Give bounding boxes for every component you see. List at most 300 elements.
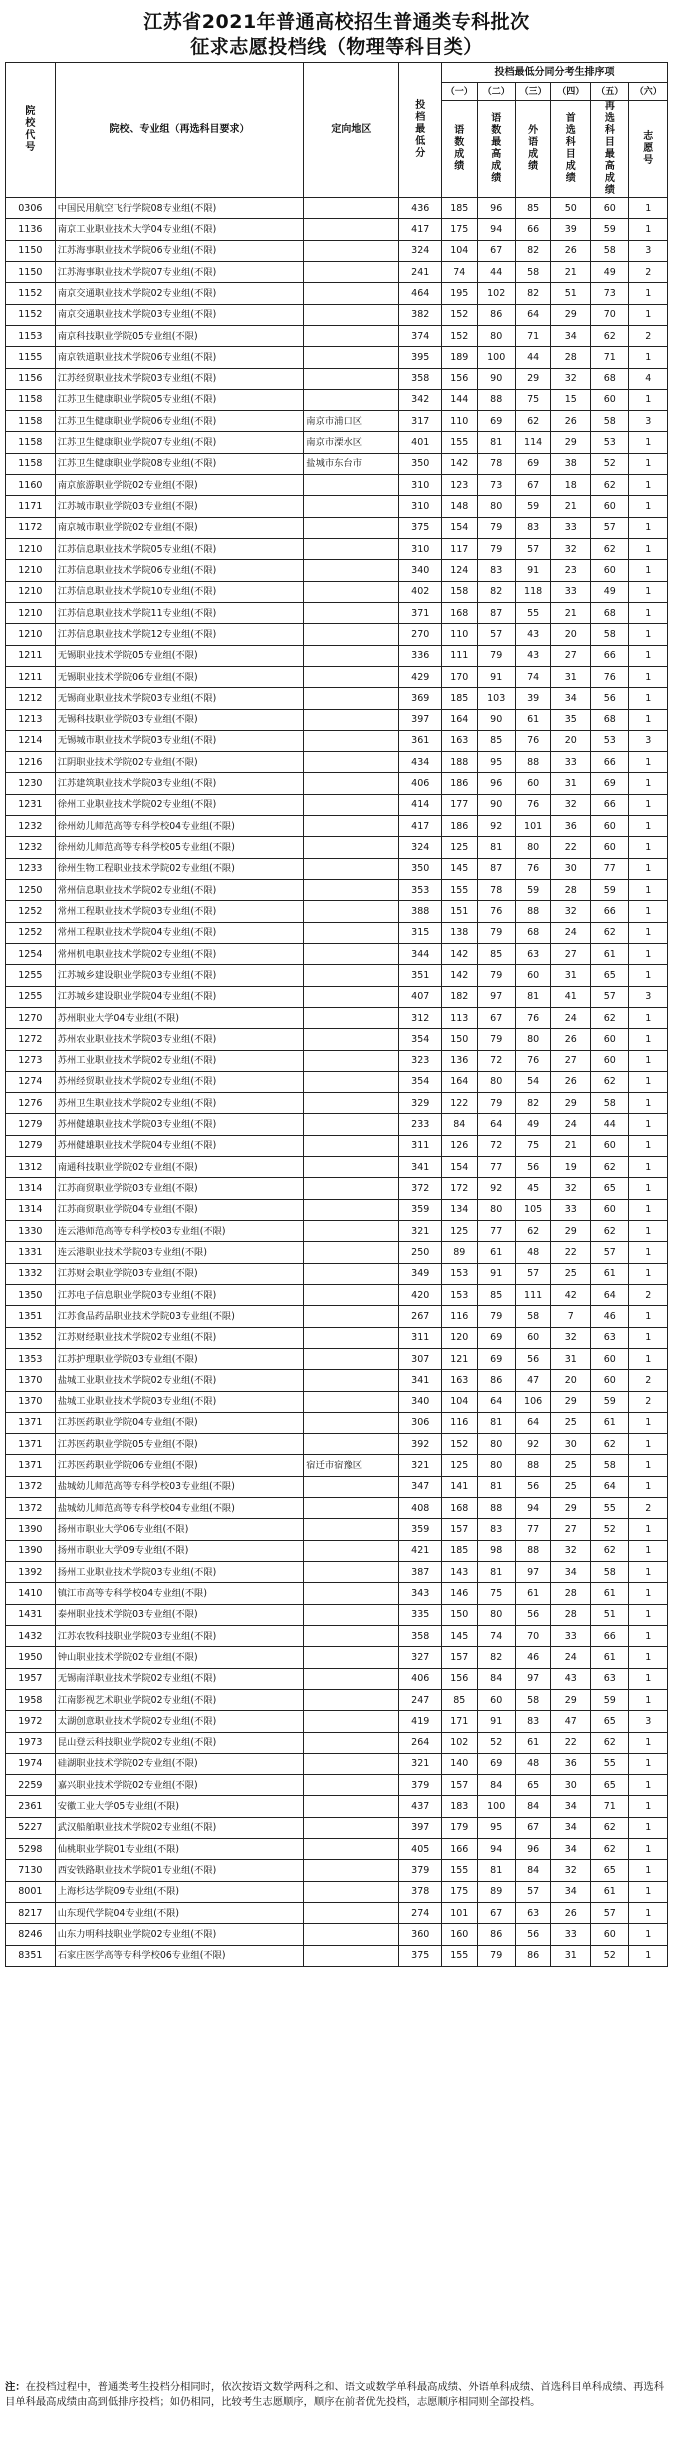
cell-score-2: 95	[477, 1817, 515, 1838]
cell-score-3: 82	[515, 240, 551, 261]
cell-score-6: 1	[629, 1071, 668, 1092]
cell-score-4: 21	[551, 602, 591, 623]
cell-score-2: 82	[477, 1647, 515, 1668]
cell-score-1: 175	[442, 1881, 478, 1902]
cell-score-5: 62	[591, 1434, 629, 1455]
cell-min-score: 387	[399, 1562, 442, 1583]
cell-school: 苏州健雄职业技术学院03专业组(不限)	[55, 1114, 304, 1135]
cell-region	[304, 1242, 399, 1263]
cell-min-score: 347	[399, 1476, 442, 1497]
cell-score-3: 43	[515, 645, 551, 666]
table-row	[6, 901, 668, 922]
cell-code: 1212	[6, 688, 56, 709]
cell-score-4: 24	[551, 922, 591, 943]
header-code: 院校代号	[6, 63, 56, 198]
header-tiebreak-group: 投档最低分同分考生排序项	[442, 63, 668, 83]
cell-score-5: 46	[591, 1306, 629, 1327]
cell-score-1: 188	[442, 752, 478, 773]
cell-score-1: 120	[442, 1327, 478, 1348]
cell-score-6: 3	[629, 1711, 668, 1732]
cell-score-6: 1	[629, 283, 668, 304]
cell-score-3: 76	[515, 730, 551, 751]
table-row	[6, 624, 668, 645]
cell-score-4: 32	[551, 1860, 591, 1881]
cell-score-2: 74	[477, 1625, 515, 1646]
table-row	[6, 1540, 668, 1561]
cell-score-6: 1	[629, 1135, 668, 1156]
cell-score-4: 26	[551, 240, 591, 261]
cell-min-score: 343	[399, 1583, 442, 1604]
cell-score-3: 62	[515, 1221, 551, 1242]
cell-code: 1213	[6, 709, 56, 730]
cell-score-5: 60	[591, 1199, 629, 1220]
cell-score-6: 1	[629, 1604, 668, 1625]
cell-min-score: 372	[399, 1178, 442, 1199]
cell-code: 1252	[6, 901, 56, 922]
cell-score-5: 62	[591, 1817, 629, 1838]
cell-score-4: 34	[551, 1817, 591, 1838]
table-row	[6, 1391, 668, 1412]
cell-region	[304, 1412, 399, 1433]
cell-score-1: 121	[442, 1348, 478, 1369]
cell-school: 盐城工业职业技术学院03专业组(不限)	[55, 1391, 304, 1412]
table-row	[6, 730, 668, 751]
cell-score-3: 63	[515, 1903, 551, 1924]
cell-score-3: 61	[515, 709, 551, 730]
cell-score-1: 116	[442, 1306, 478, 1327]
cell-score-3: 80	[515, 1029, 551, 1050]
cell-score-5: 62	[591, 1221, 629, 1242]
table-row	[6, 837, 668, 858]
cell-score-2: 87	[477, 602, 515, 623]
cell-score-6: 1	[629, 1903, 668, 1924]
cell-score-2: 87	[477, 858, 515, 879]
cell-code: 5298	[6, 1839, 56, 1860]
cell-score-4: 30	[551, 1434, 591, 1455]
cell-code: 1371	[6, 1412, 56, 1433]
cell-score-6: 1	[629, 880, 668, 901]
cell-school: 徐州工业职业技术学院02专业组(不限)	[55, 794, 304, 815]
cell-score-2: 90	[477, 794, 515, 815]
cell-score-5: 60	[591, 1135, 629, 1156]
cell-score-4: 24	[551, 1647, 591, 1668]
cell-score-4: 32	[551, 901, 591, 922]
cell-score-6: 1	[629, 1050, 668, 1071]
cell-score-6: 1	[629, 773, 668, 794]
cell-score-6: 1	[629, 1775, 668, 1796]
cell-min-score: 379	[399, 1775, 442, 1796]
cell-score-5: 65	[591, 1860, 629, 1881]
table-row	[6, 1476, 668, 1497]
cell-score-3: 64	[515, 1412, 551, 1433]
cell-score-4: 32	[551, 368, 591, 389]
cell-score-4: 28	[551, 347, 591, 368]
cell-min-score: 340	[399, 560, 442, 581]
cell-score-6: 1	[629, 858, 668, 879]
cell-min-score: 395	[399, 347, 442, 368]
cell-school: 扬州市职业大学09专业组(不限)	[55, 1540, 304, 1561]
cell-score-5: 66	[591, 1625, 629, 1646]
cell-score-6: 1	[629, 453, 668, 474]
cell-school: 嘉兴职业技术学院02专业组(不限)	[55, 1775, 304, 1796]
cell-score-4: 33	[551, 1199, 591, 1220]
cell-school: 昆山登云科技职业学院02专业组(不限)	[55, 1732, 304, 1753]
cell-score-5: 60	[591, 1924, 629, 1945]
table-row	[6, 1455, 668, 1476]
cell-score-1: 164	[442, 1071, 478, 1092]
cell-region	[304, 965, 399, 986]
cell-score-6: 1	[629, 1647, 668, 1668]
cell-score-5: 57	[591, 1242, 629, 1263]
cell-school: 江苏医药职业学院06专业组(不限)	[55, 1455, 304, 1476]
cell-score-5: 65	[591, 1178, 629, 1199]
cell-score-5: 59	[591, 1689, 629, 1710]
cell-score-5: 52	[591, 1945, 629, 1966]
footnote-text: 在投档过程中，普通类考生投档分相同时，依次按语文数学两科之和、语文或数学单科最高成绩、外语单科成绩、首选科目单科成绩、再选科目单科最高成绩由高到低排序投档；如仍相同，比较考生志愿顺序，顺序在前者优先投档，志愿顺序相同则全部投档。	[5, 2381, 664, 2408]
cell-score-3: 61	[515, 1732, 551, 1753]
cell-code: 8001	[6, 1881, 56, 1902]
cell-score-4: 31	[551, 965, 591, 986]
cell-score-1: 153	[442, 1284, 478, 1305]
cell-score-1: 175	[442, 219, 478, 240]
cell-score-2: 79	[477, 1093, 515, 1114]
cell-score-6: 1	[629, 752, 668, 773]
cell-code: 1350	[6, 1284, 56, 1305]
cell-score-3: 49	[515, 1114, 551, 1135]
cell-score-3: 29	[515, 368, 551, 389]
cell-code: 2361	[6, 1796, 56, 1817]
table-row	[6, 1327, 668, 1348]
cell-score-4: 33	[551, 752, 591, 773]
cell-code: 2259	[6, 1775, 56, 1796]
cell-min-score: 351	[399, 965, 442, 986]
table-row	[6, 1029, 668, 1050]
cell-score-3: 91	[515, 560, 551, 581]
cell-code: 1353	[6, 1348, 56, 1369]
cell-score-6: 1	[629, 645, 668, 666]
table-row	[6, 475, 668, 496]
cell-score-2: 85	[477, 730, 515, 751]
cell-code: 1432	[6, 1625, 56, 1646]
cell-score-4: 29	[551, 1391, 591, 1412]
table-row	[6, 922, 668, 943]
cell-score-1: 122	[442, 1093, 478, 1114]
cell-min-score: 349	[399, 1263, 442, 1284]
table-row	[6, 1434, 668, 1455]
cell-score-4: 32	[551, 794, 591, 815]
table-row	[6, 1860, 668, 1881]
cell-code: 1279	[6, 1135, 56, 1156]
cell-score-5: 71	[591, 1796, 629, 1817]
cell-code: 1314	[6, 1199, 56, 1220]
cell-school: 南通科技职业学院02专业组(不限)	[55, 1157, 304, 1178]
cell-score-3: 88	[515, 752, 551, 773]
cell-score-2: 78	[477, 453, 515, 474]
cell-score-5: 55	[591, 1753, 629, 1774]
cell-min-score: 354	[399, 1029, 442, 1050]
cell-min-score: 378	[399, 1881, 442, 1902]
cell-score-6: 1	[629, 1519, 668, 1540]
cell-score-2: 81	[477, 1562, 515, 1583]
cell-score-4: 26	[551, 1903, 591, 1924]
table-row	[6, 1881, 668, 1902]
table-row	[6, 1583, 668, 1604]
cell-score-4: 19	[551, 1157, 591, 1178]
cell-min-score: 402	[399, 581, 442, 602]
cell-score-6: 1	[629, 901, 668, 922]
cell-score-2: 67	[477, 1903, 515, 1924]
cell-score-1: 104	[442, 1391, 478, 1412]
cell-school: 江苏城市职业学院03专业组(不限)	[55, 496, 304, 517]
cell-score-4: 22	[551, 837, 591, 858]
cell-score-4: 36	[551, 1753, 591, 1774]
cell-code: 1210	[6, 602, 56, 623]
cell-region	[304, 688, 399, 709]
cell-score-5: 60	[591, 560, 629, 581]
cell-score-1: 142	[442, 453, 478, 474]
cell-code: 1332	[6, 1263, 56, 1284]
header-region: 定向地区	[304, 63, 399, 198]
cell-min-score: 344	[399, 943, 442, 964]
cell-min-score: 369	[399, 688, 442, 709]
cell-min-score: 335	[399, 1604, 442, 1625]
cell-score-2: 69	[477, 411, 515, 432]
cell-min-score: 437	[399, 1796, 442, 1817]
cell-min-score: 329	[399, 1093, 442, 1114]
cell-region	[304, 347, 399, 368]
cell-school: 武汉船舶职业技术学院02专业组(不限)	[55, 1817, 304, 1838]
cell-score-4: 28	[551, 1604, 591, 1625]
cell-min-score: 414	[399, 794, 442, 815]
cell-score-5: 66	[591, 752, 629, 773]
cell-score-4: 29	[551, 1498, 591, 1519]
cell-min-score: 310	[399, 496, 442, 517]
cell-score-1: 179	[442, 1817, 478, 1838]
cell-score-6: 1	[629, 1306, 668, 1327]
cell-min-score: 270	[399, 624, 442, 645]
cell-score-5: 58	[591, 240, 629, 261]
cell-score-1: 117	[442, 539, 478, 560]
cell-min-score: 405	[399, 1839, 442, 1860]
table-row	[6, 943, 668, 964]
cell-score-5: 58	[591, 411, 629, 432]
cell-code: 5227	[6, 1817, 56, 1838]
cell-region	[304, 1263, 399, 1284]
cell-code: 1371	[6, 1434, 56, 1455]
table-row	[6, 219, 668, 240]
cell-score-6: 1	[629, 1263, 668, 1284]
cell-score-3: 76	[515, 1050, 551, 1071]
cell-score-5: 60	[591, 1029, 629, 1050]
table-row	[6, 368, 668, 389]
cell-score-6: 1	[629, 666, 668, 687]
cell-score-3: 67	[515, 475, 551, 496]
cell-score-2: 103	[477, 688, 515, 709]
table-row	[6, 1625, 668, 1646]
cell-code: 1312	[6, 1157, 56, 1178]
cell-region	[304, 1029, 399, 1050]
cell-score-5: 61	[591, 1412, 629, 1433]
cell-min-score: 324	[399, 240, 442, 261]
cell-score-3: 58	[515, 261, 551, 282]
cell-region	[304, 325, 399, 346]
cell-min-score: 374	[399, 325, 442, 346]
cell-score-2: 79	[477, 922, 515, 943]
cell-score-3: 80	[515, 837, 551, 858]
cell-score-3: 83	[515, 517, 551, 538]
cell-min-score: 406	[399, 1668, 442, 1689]
cell-score-2: 44	[477, 261, 515, 282]
cell-score-2: 80	[477, 496, 515, 517]
table-row	[6, 283, 668, 304]
cell-score-4: 38	[551, 453, 591, 474]
cell-score-4: 43	[551, 1668, 591, 1689]
footnote	[5, 2380, 665, 2410]
cell-region	[304, 283, 399, 304]
cell-region	[304, 240, 399, 261]
title-line-2: 征求志愿投档线（物理等科目类）	[190, 36, 483, 58]
header-sub-label: 再选科目最高成绩	[591, 101, 629, 198]
table-row	[6, 666, 668, 687]
table-row	[6, 1007, 668, 1028]
cell-score-4: 28	[551, 1583, 591, 1604]
cell-score-3: 88	[515, 901, 551, 922]
cell-region	[304, 304, 399, 325]
table-row	[6, 1221, 668, 1242]
cell-school: 南京铁道职业技术学院06专业组(不限)	[55, 347, 304, 368]
cell-region	[304, 581, 399, 602]
cell-school: 无锡南洋职业技术学院02专业组(不限)	[55, 1668, 304, 1689]
cell-score-2: 61	[477, 1242, 515, 1263]
cell-score-6: 1	[629, 1007, 668, 1028]
table-row	[6, 1711, 668, 1732]
cell-code: 1156	[6, 368, 56, 389]
cell-score-6: 1	[629, 1945, 668, 1966]
table-row	[6, 1732, 668, 1753]
cell-region	[304, 1540, 399, 1561]
cell-score-2: 69	[477, 1348, 515, 1369]
cell-region	[304, 219, 399, 240]
cell-code: 1958	[6, 1689, 56, 1710]
cell-score-1: 143	[442, 1562, 478, 1583]
cell-region: 南京市溧水区	[304, 432, 399, 453]
cell-score-6: 1	[629, 304, 668, 325]
cell-school: 江苏商贸职业学院04专业组(不限)	[55, 1199, 304, 1220]
cell-score-4: 31	[551, 1348, 591, 1369]
cell-score-2: 81	[477, 1412, 515, 1433]
table-row	[6, 1775, 668, 1796]
cell-score-3: 65	[515, 1775, 551, 1796]
cell-score-1: 142	[442, 965, 478, 986]
cell-score-4: 33	[551, 1924, 591, 1945]
cell-school: 中国民用航空飞行学院08专业组(不限)	[55, 198, 304, 219]
cell-score-3: 57	[515, 1263, 551, 1284]
table-row	[6, 1199, 668, 1220]
cell-score-3: 43	[515, 624, 551, 645]
cell-region	[304, 198, 399, 219]
header-sub-number: （三）	[515, 83, 551, 101]
cell-min-score: 419	[399, 1711, 442, 1732]
cell-score-4: 29	[551, 1689, 591, 1710]
header-sub-label: 语数最高成绩	[477, 101, 515, 198]
cell-score-3: 97	[515, 1562, 551, 1583]
cell-min-score: 408	[399, 1498, 442, 1519]
cell-score-3: 94	[515, 1498, 551, 1519]
cell-code: 1211	[6, 645, 56, 666]
cell-score-6: 3	[629, 986, 668, 1007]
cell-school: 苏州职业大学04专业组(不限)	[55, 1007, 304, 1028]
table-row	[6, 261, 668, 282]
cell-score-4: 32	[551, 1540, 591, 1561]
cell-score-5: 60	[591, 816, 629, 837]
cell-score-6: 1	[629, 219, 668, 240]
cell-score-3: 105	[515, 1199, 551, 1220]
cell-code: 1255	[6, 986, 56, 1007]
cell-score-5: 66	[591, 901, 629, 922]
cell-score-6: 1	[629, 1221, 668, 1242]
cell-school: 徐州生物工程职业技术学院02专业组(不限)	[55, 858, 304, 879]
cell-score-3: 71	[515, 325, 551, 346]
cell-min-score: 274	[399, 1903, 442, 1924]
cell-code: 1974	[6, 1753, 56, 1774]
cell-min-score: 233	[399, 1114, 442, 1135]
cell-score-3: 77	[515, 1519, 551, 1540]
cell-school: 江苏海事职业技术学院06专业组(不限)	[55, 240, 304, 261]
cell-score-2: 94	[477, 219, 515, 240]
cell-min-score: 434	[399, 752, 442, 773]
cell-score-4: 47	[551, 1711, 591, 1732]
cell-score-4: 36	[551, 816, 591, 837]
cell-min-score: 429	[399, 666, 442, 687]
cell-score-4: 7	[551, 1306, 591, 1327]
cell-score-2: 100	[477, 347, 515, 368]
cell-code: 1390	[6, 1519, 56, 1540]
cell-score-2: 82	[477, 581, 515, 602]
cell-school: 江苏卫生健康职业学院06专业组(不限)	[55, 411, 304, 432]
cell-region	[304, 1498, 399, 1519]
cell-school: 连云港职业技术学院03专业组(不限)	[55, 1242, 304, 1263]
header-sub-number: （一）	[442, 83, 478, 101]
cell-code: 1158	[6, 453, 56, 474]
cell-score-5: 70	[591, 304, 629, 325]
cell-school: 江苏食品药品职业技术学院03专业组(不限)	[55, 1306, 304, 1327]
cell-score-5: 44	[591, 1114, 629, 1135]
cell-school: 盐城工业职业技术学院02专业组(不限)	[55, 1370, 304, 1391]
cell-code: 1210	[6, 581, 56, 602]
cell-score-4: 21	[551, 1135, 591, 1156]
cell-score-2: 72	[477, 1135, 515, 1156]
cell-school: 苏州健雄职业技术学院04专业组(不限)	[55, 1135, 304, 1156]
cell-min-score: 306	[399, 1412, 442, 1433]
cell-score-4: 20	[551, 730, 591, 751]
cell-score-6: 1	[629, 1434, 668, 1455]
cell-school: 无锡职业技术学院05专业组(不限)	[55, 645, 304, 666]
cell-min-score: 436	[399, 198, 442, 219]
cell-score-5: 61	[591, 1881, 629, 1902]
cell-score-1: 89	[442, 1242, 478, 1263]
cell-score-1: 168	[442, 602, 478, 623]
cell-score-6: 2	[629, 1370, 668, 1391]
table-row	[6, 1306, 668, 1327]
cell-region	[304, 1135, 399, 1156]
title-line-1: 江苏省2021年普通高校招生普通类专科批次	[143, 11, 530, 33]
cell-school: 南京交通职业技术学院03专业组(不限)	[55, 304, 304, 325]
table-row	[6, 1668, 668, 1689]
cell-code: 1158	[6, 411, 56, 432]
cell-score-5: 53	[591, 730, 629, 751]
cell-score-6: 1	[629, 1924, 668, 1945]
cell-score-5: 59	[591, 219, 629, 240]
